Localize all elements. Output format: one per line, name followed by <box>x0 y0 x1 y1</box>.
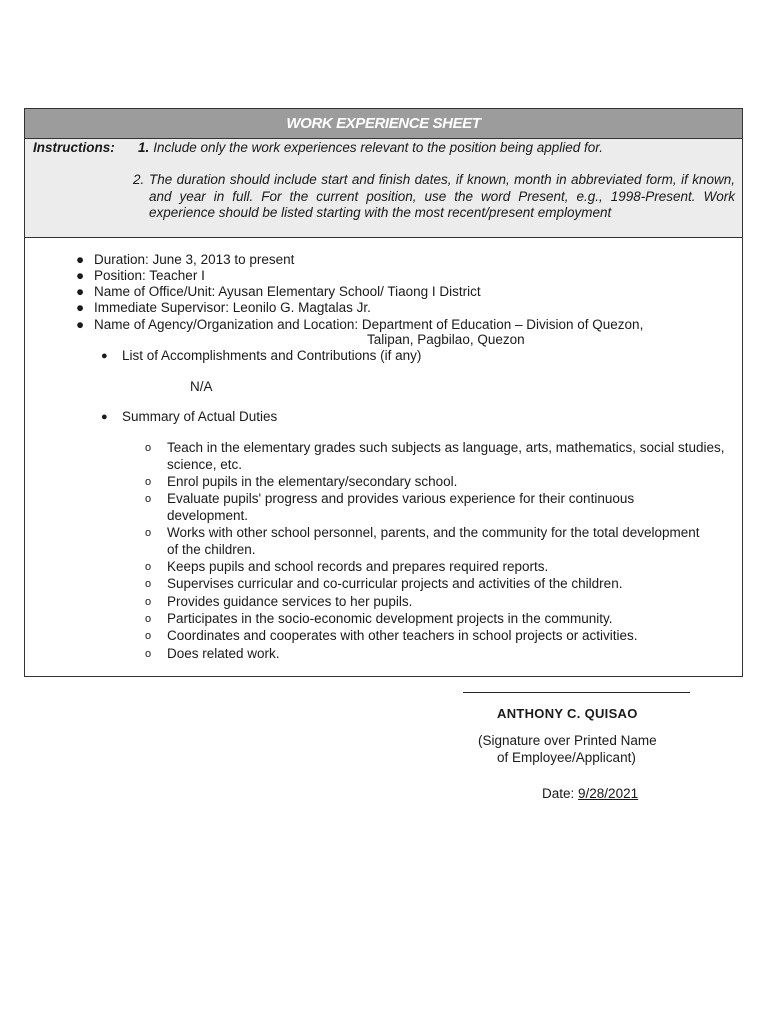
bullet-icon: ● <box>76 317 85 332</box>
duty-item: Coordinates and cooperates with other teachers in school projects or activities. <box>167 628 638 643</box>
instruction-2-number: 2. <box>133 172 145 187</box>
bullet-icon: ● <box>76 284 85 299</box>
instruction-2-text: The duration should include start and finish dates, if known, month in abbreviated form, if known, and year in full. For the current position, use the word Present, e.g., 1998-Present. Work experience should be listed starting with the most recent/present employment <box>149 172 735 220</box>
detail-agency: Name of Agency/Organization and Location: Department of Education – Division of Quezon, <box>94 317 644 332</box>
circle-bullet-icon: o <box>145 476 152 488</box>
circle-bullet-icon: o <box>145 630 152 642</box>
signature-line <box>463 692 690 693</box>
signature-date <box>542 786 638 801</box>
instruction-item-1 <box>138 140 603 157</box>
circle-bullet-icon: o <box>145 527 152 539</box>
detail-agency-location: Talipan, Pagbilao, Quezon <box>367 332 525 347</box>
duty-item: Teach in the elementary grades such subjects as language, arts, mathematics, social studies, science, etc. <box>167 440 725 472</box>
duty-item: Does related work. <box>167 646 280 661</box>
duty-item: Supervises curricular and co-curricular projects and activities of the children. <box>167 576 623 591</box>
detail-duration: Duration: June 3, 2013 to present <box>94 252 295 267</box>
circle-bullet-icon: o <box>145 561 152 573</box>
signature-caption-line-1: (Signature over Printed Name <box>478 733 657 748</box>
instruction-item-2 <box>133 172 735 222</box>
instruction-1-number: 1. <box>138 140 150 155</box>
duty-item: Enrol pupils in the elementary/secondary school. <box>167 474 458 489</box>
duty-item: Keeps pupils and school records and prepares required reports. <box>167 559 549 574</box>
detail-position: Position: Teacher I <box>94 268 205 283</box>
detail-office: Name of Office/Unit: Ayusan Elementary School/ Tiaong I District <box>94 284 481 299</box>
accomplishments-label: List of Accomplishments and Contributions (if any) <box>122 348 422 363</box>
bullet-icon: ● <box>76 252 85 267</box>
date-label: Date: <box>542 786 579 801</box>
bullet-icon: ● <box>101 350 108 362</box>
circle-bullet-icon: o <box>145 648 152 660</box>
instructions-label: Instructions: <box>33 140 115 155</box>
circle-bullet-icon: o <box>145 613 152 625</box>
date-value: 9/28/2021 <box>578 786 639 801</box>
bullet-icon: ● <box>101 411 108 423</box>
circle-bullet-icon: o <box>145 596 152 608</box>
duty-item: Participates in the socio-economic development projects in the community. <box>167 611 613 626</box>
instruction-1-text: Include only the work experiences relevant to the position being applied for. <box>153 140 604 155</box>
detail-supervisor: Immediate Supervisor: Leonilo G. Magtalas Jr. <box>94 300 371 315</box>
signature-caption-line-2: of Employee/Applicant) <box>497 750 636 765</box>
accomplishments-value: N/A <box>190 379 213 394</box>
signatory-name: ANTHONY C. QUISAO <box>497 706 638 721</box>
bullet-icon: ● <box>76 268 85 283</box>
duty-item: Works with other school personnel, parents, and the community for the total development of the children. <box>167 525 700 557</box>
duty-item: Provides guidance services to her pupils. <box>167 594 413 609</box>
duties-label: Summary of Actual Duties <box>122 409 278 424</box>
circle-bullet-icon: o <box>145 578 152 590</box>
circle-bullet-icon: o <box>145 442 152 454</box>
work-experience-sheet <box>24 108 743 677</box>
instructions-box <box>25 139 742 238</box>
circle-bullet-icon: o <box>145 493 152 505</box>
duty-item: Evaluate pupils' progress and provides various experience for their continuous development. <box>167 491 635 523</box>
sheet-title: WORK EXPERIENCE SHEET <box>25 109 742 139</box>
bullet-icon: ● <box>76 300 85 315</box>
